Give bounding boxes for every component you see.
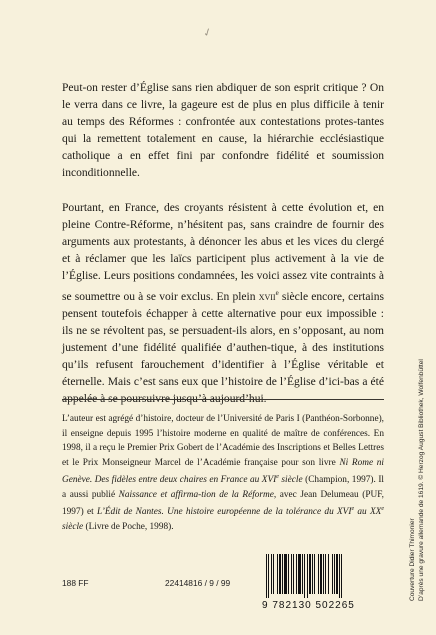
barcode-bar <box>320 554 322 594</box>
barcode-bar <box>302 554 303 594</box>
isbn-number: 9 782130 502265 <box>262 600 355 611</box>
book-title-1-b: siècle <box>278 475 303 486</box>
author-bio-paragraph <box>62 412 384 534</box>
barcode-bar <box>277 554 278 594</box>
barcode-bar <box>325 554 326 594</box>
barcode-bar <box>307 554 308 598</box>
book-title-3-a: L’Édit de Nantes. Une histoire européenne de la tolérance du XVI <box>96 507 352 518</box>
barcode-bar <box>328 554 329 594</box>
barcode-bar <box>268 554 269 598</box>
barcode-bar <box>284 554 287 594</box>
book-title-1-a: Ni Rome ni Genève. Des fidèles entre deux chaires en France au XVI <box>62 457 384 486</box>
barcode-bar <box>273 554 274 594</box>
blurb-paragraph-2-part-b: siècle encore, certains pensent toutefois échapper à cette alternative pour eux impossible : ils ne se révoltent pas, se persuadent-ils alors, en s’opposant, au nom justement d’une fidélité qualifiée d’authen-tique, à des institutions qu’ils refusent farouchement d’identifier à l’Église véritable et éternelle. Mais c’est sans eux que l’histoire de l’Église d’ici-bas a été appelée à se poursuivre jusqu’à aujourd’hui. <box>62 290 384 406</box>
barcode-bar <box>318 554 319 594</box>
author-bio <box>62 412 384 534</box>
barcode-bar <box>323 554 324 594</box>
barcode-bar <box>298 554 301 594</box>
pencil-checkmark: ✓ <box>201 25 215 41</box>
print-code: 22414816 / 9 / 99 <box>165 578 231 588</box>
book-title-3-b: au XX <box>354 507 382 518</box>
cover-credit-image-source: D’après une gravure allemande de 1619. © Herzog August Bibliothek, Wolfenbüttel <box>418 359 425 601</box>
barcode-bar <box>271 554 272 594</box>
barcode-bar <box>341 554 342 598</box>
barcode-bar <box>279 554 281 594</box>
book-title-3-c: siècle <box>62 521 84 532</box>
barcode-bar <box>296 554 297 594</box>
blurb-text <box>62 80 384 409</box>
bio-text-2: (Champion, 1997). Il a aussi publié <box>62 475 384 500</box>
barcode-bar <box>291 554 292 594</box>
bio-text-3: , avec Jean Delumeau (PUF, 1997) et <box>62 489 384 518</box>
barcode-bar <box>312 554 313 594</box>
barcode-bars <box>265 554 383 598</box>
divider <box>62 399 384 400</box>
barcode-bar <box>336 554 338 594</box>
book-title-3-sup: e <box>351 506 355 513</box>
book-title-1-sup: e <box>276 474 279 480</box>
book-title-2: Naissance et affirma-tion de la Réforme <box>118 489 274 500</box>
barcode-bar <box>332 554 333 594</box>
cover-credit <box>408 359 434 601</box>
barcode-bar <box>266 554 267 598</box>
barcode-bar <box>309 554 311 594</box>
price: 188 FF <box>62 578 89 588</box>
century-suffix: e <box>275 289 279 298</box>
bio-text-4: (Livre de Poche, 1998). <box>83 521 174 532</box>
century-numeral: xvii <box>258 290 276 303</box>
blurb-paragraph-2 <box>62 200 384 409</box>
blurb-paragraph-1: Peut-on rester d’Église sans rien abdiquer de son esprit critique ? On le verra dans ce livre, la gageure est de plus en plus difficile à tenir au temps des Réformes : confrontée aux contestations protes-tantes qui la remettent totalement en cause, la hiérarchie ecclésiastique catholique a en effet fini par confondre fidélité et soumission inconditionnelle. <box>62 82 384 180</box>
barcode-bar <box>293 554 294 594</box>
barcode-bar <box>339 554 340 598</box>
cover-credit-designer: Couverture Didier Thimonier <box>409 518 416 601</box>
book-title-3-sup2: e <box>381 506 384 513</box>
barcode <box>265 554 383 598</box>
bio-text-1: L’auteur est agrégé d’histoire, docteur de l’Université de Paris I (Panthéon-Sorbonne), il enseigne depuis 1995 l’histoire moderne en qualité de maître de conférences. En 1998, il a reçu le Premier Prix Gobert de l’Académie des Inscriptions et Belles Lettres et le Prix Monseigneur Marcel de l’Académie française pour son livre <box>62 414 384 468</box>
barcode-bar <box>314 554 315 594</box>
barcode-bar <box>304 554 305 598</box>
barcode-bar <box>288 554 289 594</box>
barcode-bar <box>334 554 335 594</box>
blurb-paragraph-2-part-a: Pourtant, en France, des croyants résistent à cette évolution et, en pleine Contre-Réforme, n’hésitent pas, sans craindre de fournir des arguments aux protestants, à dénoncer les abus et les vices du clergé et à réclamer que les laïcs participent plus activement à la vie de l’Église. Leurs positions condamnées, les voici assez vite contraints à se soumettre ou à se voir exclus. En plein <box>62 201 384 303</box>
barcode-bar <box>282 554 283 594</box>
